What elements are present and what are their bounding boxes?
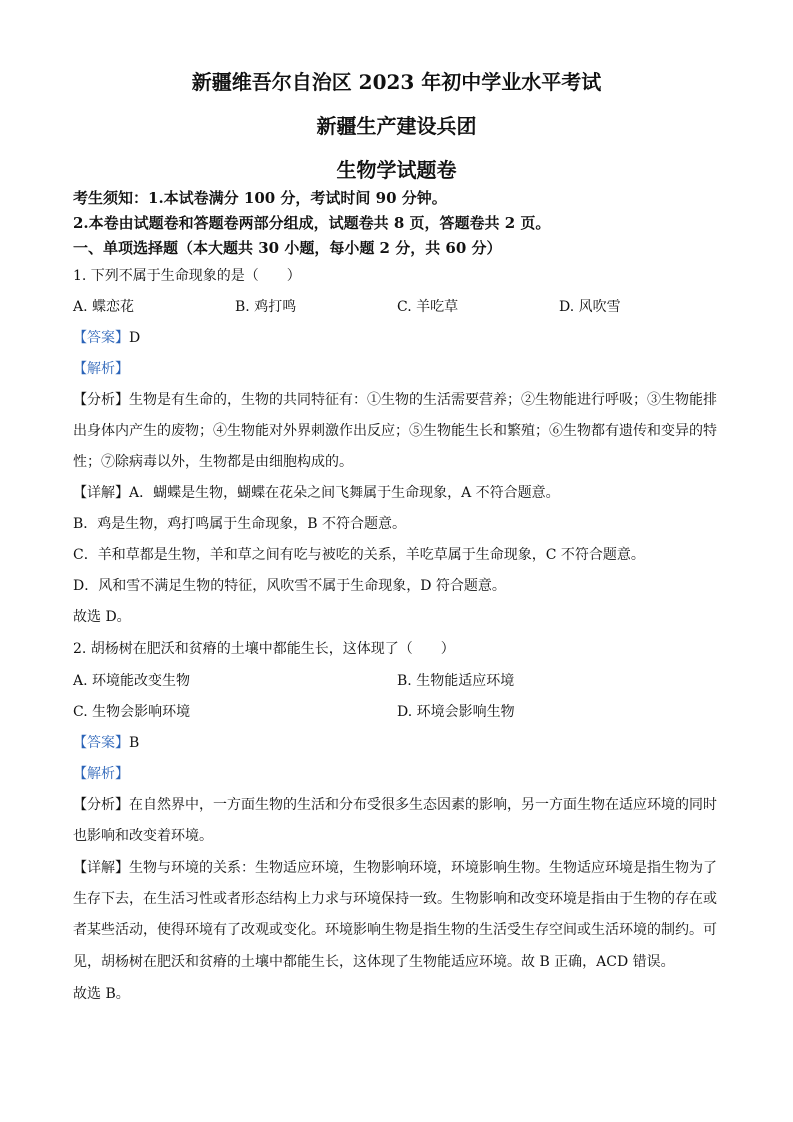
q2-option-d: D. 环境会影响生物 (397, 704, 515, 720)
notice-line-2: 2.本卷由试题卷和答题卷两部分组成，试题卷共 8 页，答题卷共 2 页。 (73, 214, 551, 232)
q1-detail-line-1 (73, 483, 725, 503)
fenxi-tag: 【分析】 (73, 392, 129, 408)
q1-fenxi-line-1 (73, 390, 725, 410)
question-2-stem: 2. 胡杨树在肥沃和贫瘠的土壤中都能生长，这体现了（ ） (73, 641, 455, 657)
fenxi-text: 在自然界中，一方面生物的生活和分布受很多生态因素的影响，另一方面生物在适应环境的同时 (129, 797, 717, 813)
q1-analysis-tag: 【解析】 (73, 361, 129, 377)
exam-subtitle: 新疆生产建设兵团 (316, 114, 477, 138)
paper-name: 生物学试题卷 (336, 158, 457, 182)
q2-answer (73, 733, 725, 753)
q1-answer (73, 328, 725, 348)
exam-title: 新疆维吾尔自治区 2023 年初中学业水平考试 (191, 70, 602, 94)
q2-detail-line-3: 者某些活动，使得环境有了改观或变化。环境影响生物是指生物的生活受生存空间或生活环境的制约。可 (73, 922, 717, 938)
answer-value: B (129, 735, 140, 751)
question-1-options (73, 297, 725, 317)
q1-conclusion: 故选 D。 (73, 609, 131, 625)
notice-line-1: 考生须知：1.本试卷满分 100 分，考试时间 90 分钟。 (73, 189, 447, 207)
answer-tag: 【答案】 (73, 330, 129, 346)
question-2-options-row-2 (73, 702, 725, 722)
question-1-stem: 1. 下列不属于生命现象的是（ ） (73, 268, 301, 284)
q1-fenxi-line-2: 出身体内产生的废物；④生物能对外界刺激作出反应；⑤生物能生长和繁殖；⑥生物都有遗传和变异的特 (73, 423, 717, 439)
q1-option-c: C. 羊吃草 (397, 299, 459, 315)
q2-option-b: B. 生物能适应环境 (397, 673, 515, 689)
detail-text: 生物与环境的关系：生物适应环境，生物影响环境，环境影响生物。生物适应环境是指生物为了 (129, 860, 717, 876)
q2-detail-line-2: 生存下去，在生活习性或者形态结构上力求与环境保持一致。生物影响和改变环境是指由于生物的存在或 (73, 891, 717, 907)
q2-conclusion: 故选 B。 (73, 986, 130, 1002)
q1-option-a: A. 蝶恋花 (73, 299, 135, 315)
fenxi-text: 生物是有生命的，生物的共同特征有：①生物的生活需要营养；②生物能进行呼吸；③生物能排 (129, 392, 717, 408)
q1-detail-line-3: C．羊和草都是生物，羊和草之间有吃与被吃的关系，羊吃草属于生命现象，C 不符合题意。 (73, 547, 645, 563)
q1-option-b: B. 鸡打鸣 (235, 299, 297, 315)
q2-detail-line-1 (73, 858, 725, 878)
q2-option-a: A. 环境能改变生物 (73, 673, 191, 689)
question-2-options-row-1 (73, 671, 725, 691)
q2-fenxi-line-2: 也影响和改变着环境。 (73, 828, 213, 844)
section-heading: 一、单项选择题（本大题共 30 小题，每小题 2 分，共 60 分） (73, 239, 502, 257)
q2-option-c: C. 生物会影响环境 (73, 704, 191, 720)
q2-fenxi-line-1 (73, 795, 725, 815)
q1-option-d: D. 风吹雪 (559, 299, 621, 315)
xiangjie-tag: 【详解】 (73, 860, 129, 876)
q1-fenxi-line-3: 性；⑦除病毒以外，生物都是由细胞构成的。 (73, 454, 353, 470)
xiangjie-tag: 【详解】 (73, 485, 129, 501)
answer-tag: 【答案】 (73, 735, 129, 751)
fenxi-tag: 【分析】 (73, 797, 129, 813)
detail-text: A．蝴蝶是生物，蝴蝶在花朵之间飞舞属于生命现象，A 不符合题意。 (129, 485, 560, 501)
q1-detail-line-2: B．鸡是生物，鸡打鸣属于生命现象，B 不符合题意。 (73, 516, 407, 532)
q2-analysis-tag: 【解析】 (73, 766, 129, 782)
q1-detail-line-4: D．风和雪不满足生物的特征，风吹雪不属于生命现象，D 符合题意。 (73, 578, 506, 594)
answer-value: D (129, 330, 141, 346)
q2-detail-line-4: 见，胡杨树在肥沃和贫瘠的土壤中都能生长，这体现了生物能适应环境。故 B 正确，ACD 错误。 (73, 954, 675, 970)
